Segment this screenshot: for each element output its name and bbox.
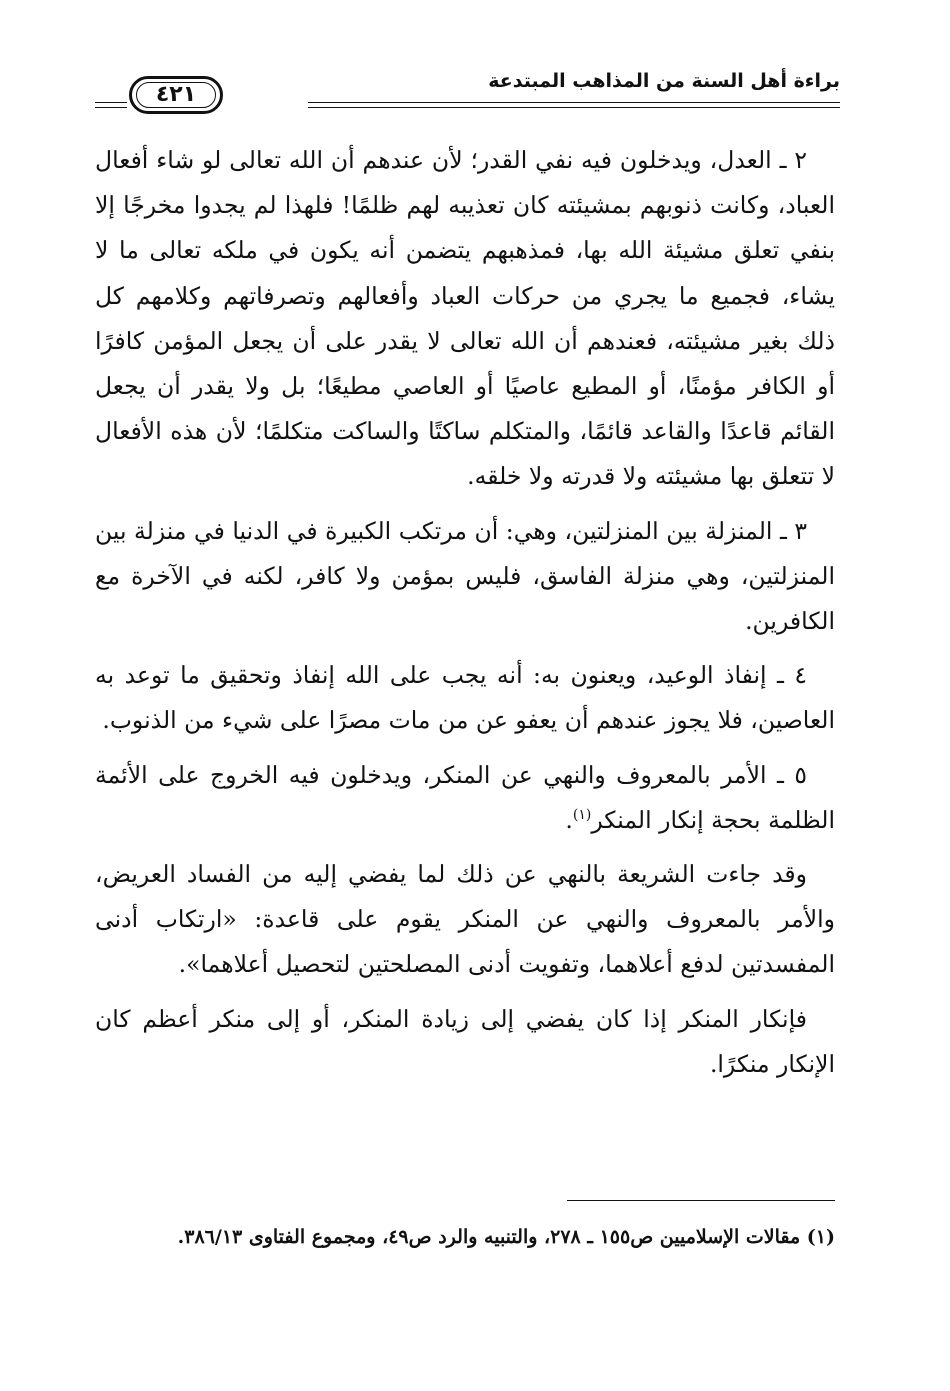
- main-text: [95, 138, 835, 1087]
- paragraph-threat-enforcement: ٤ ـ إنفاذ الوعيد، ويعنون به: أنه يجب على الله إنفاذ وتحقيق ما توعد به العاصين، فلا يجوز عندهم أن يعفو عن من مات مصرًا على شيء من الذنوب.: [95, 661, 835, 735]
- paragraph-intermediate-position: ٣ ـ المنزلة بين المنزلتين، وهي: أن مرتكب الكبيرة في الدنيا في منزلة بين المنزلتين، وهي منزلة الفاسق، فليس بمؤمن ولا كافر، لكنه في الآخرة مع الكافرين.: [95, 516, 835, 636]
- paragraph-end-mark: .: [565, 805, 573, 834]
- footnote-reference[interactable]: (١): [572, 807, 592, 824]
- paragraph-justice: ٢ ـ العدل، ويدخلون فيه نفي القدر؛ لأن عندهم أن الله تعالى لو شاء أفعال العباد، وكانت ذنوبهم بمشيئته كان تعذيبه لهم ظلمًا! فلهذا لم يجدوا مخرجًا إلا بنفي تعلق مشيئة الله بها، فمذهبهم يتضمن أنه يكون في ملكه تعالى ما لا يشاء، فجميع ما يجري من حركات العباد وأفعالهم وتصرفاتهم وكلامهم كل ذلك بغير مشيئته، فعندهم أن الله تعالى لا يقدر على أن يجعل المؤمن كافرًا أو الكافر مؤمنًا، أو المطيع عاصيًا أو العاصي مطيعًا؛ بل ولا يقدر أن يجعل القائم قاعدًا والقاعد قائمًا، والمتكلم ساكتًا والساكت متكلمًا؛ لأن هذه الأفعال لا تتعلق بها مشيئته ولا قدرته ولا خلقه.: [95, 146, 835, 491]
- paragraph-conclusion: فإنكار المنكر إذا كان يفضي إلى زيادة المنكر، أو إلى منكر أعظم كان الإنكار منكرًا.: [95, 1004, 835, 1078]
- paragraph-sharia-rule: وقد جاءت الشريعة بالنهي عن ذلك لما يفضي إليه من الفساد العريض، والأمر بالمعروف والنهي عن المنكر يقوم على قاعدة: «ارتكاب أدنى المفسدتين لدفع أعلاهما، وتفويت أدنى المصلحتين لتحصيل أعلاهما».: [95, 860, 835, 979]
- paragraph-text: ٥ ـ الأمر بالمعروف والنهي عن المنكر، ويدخلون فيه الخروج على الأئمة الظلمة بحجة إنكار المنكر: [95, 760, 835, 834]
- paragraph-enjoining-good: [95, 753, 835, 843]
- page-number: ٤٢١: [155, 82, 197, 107]
- page-header: [95, 64, 840, 116]
- header-rule: [95, 102, 127, 103]
- header-rule: [308, 102, 840, 103]
- footnote-text: (١) مقالات الإسلاميين ص١٥٥ ـ ٢٧٨، والتنبيه والرد ص٤٩، ومجموع الفتاوى ٣٨٦/١٣.: [177, 1226, 835, 1248]
- header-rule: [95, 107, 127, 108]
- page-number-frame: [129, 76, 223, 114]
- footnote: [95, 1218, 835, 1256]
- footnote-separator: [567, 1200, 835, 1201]
- header-rule: [308, 107, 840, 108]
- running-title: براءة أهل السنة من المذاهب المبتدعة: [488, 70, 840, 92]
